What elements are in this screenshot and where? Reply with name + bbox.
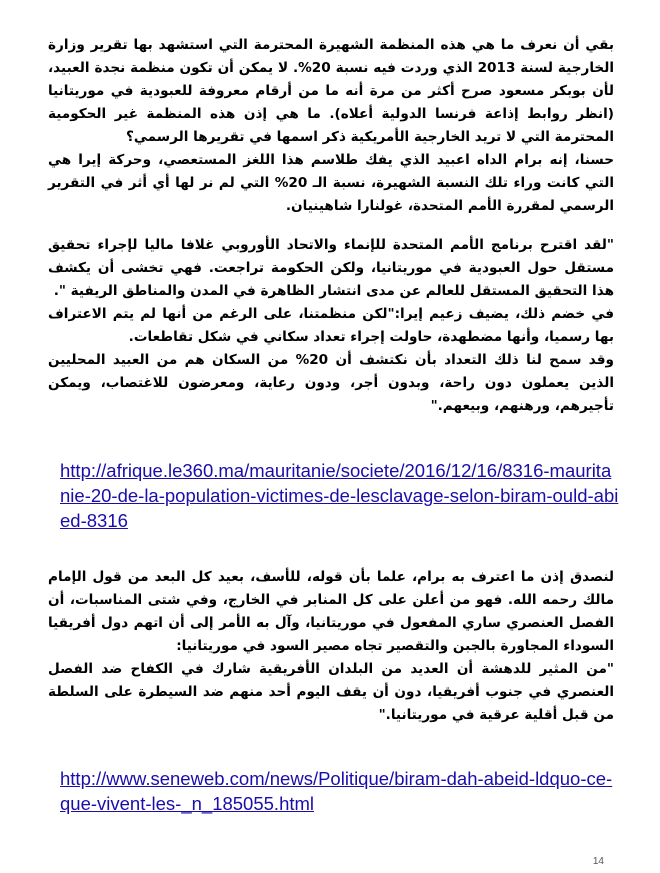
paragraph-1-part-1: بقي أن نعرف ما هي هذه المنظمة الشهيرة المحترمة التي استشهد بها تقرير وزارة الخارجية لسنة 2013 الذي وردت فيه نسبة 20%. لا يمكن أن تكون منظمة نجدة العبيد، لأن بوبكر مسعود صرح أكثر من مرة أنه ما من أرقام معروفة للعبودية في موريتانيا (انظر روابط إذاعة فرنسا الدولية أعلاه). ما هي إذن هذه المنظمة غير الحكومية المحترمة التي لا تريد الخارجية الأمريكية ذكر اسمها في تقريرها الرسمي؟ [48, 37, 614, 145]
page-number: 14 [592, 856, 604, 867]
paragraph-1 [48, 34, 614, 218]
paragraph-2 [48, 566, 614, 727]
source-link-2[interactable]: http://www.seneweb.com/news/Politique/biram-dah-abeid-ldquo-ce-que-vivent-les-_n_185055.html [60, 768, 613, 814]
quote-1-part-2: في خضم ذلك، يضيف زعيم إيرا:"لكن منظمتنا، على الرغم من أنها لم يتم الاعتراف بها رسميا، وأنها مضطهدة، حاولت إجراء تعداد سكاني في شكل تقاطعات. [48, 306, 614, 345]
quote-1 [48, 234, 614, 418]
quote-1-part-1: "لقد اقترح برنامج الأمم المتحدة للإنماء والاتحاد الأوروبي غلافا ماليا لإجراء تحقيق مستقل حول العبودية في موريتانيا، ولكن الحكومة تراجعت. فهي تخشى أن يكشف هذا التحقيق المستقل للعالم عن مدى انتشار الظاهرة في المدن والمناطق الريفية ". [48, 237, 614, 299]
paragraph-2-part-2: "من المثير للدهشة أن العديد من البلدان الأفريقية شارك في الكفاح ضد الفصل العنصري في جنوب أفريقيا، دون أن يقف اليوم أحد منهم ضد السيطرة على السلطة من قبل أقلية عرقية في موريتانيا." [48, 661, 614, 723]
source-link-1[interactable]: http://afrique.le360.ma/mauritanie/societe/2016/12/16/8316-mauritanie-20-de-la-population-victimes-de-lesclavage-selon-biram-ould-abied-8316 [60, 460, 619, 531]
paragraph-1-part-2: حسنا، إنه برام الداه اعبيد الذي يفك طلاسم هذا اللغز المستعصي، وحركة إيرا هي التي كانت وراء تلك النسبة الشهيرة، نسبة الـ 20% التي لم نر لها أي أثر في التقرير الرسمي لمقررة الأمم المتحدة، غولنارا شاهينيان. [48, 152, 614, 214]
paragraph-2-part-1: لنصدق إذن ما اعترف به برام، علما بأن قوله، للأسف، بعيد كل البعد من قول الإمام مالك رحمه الله. فهو من أعلن على كل المنابر في الخارج، وفي شتى المناسبات، أن الفصل العنصري ساري المفعول في موريتانيا، وآل به الأمر إلى أن اتهم دول أفريقيا السوداء المجاورة بالجبن والتقصير تجاه مصير السود في موريتانيا: [48, 569, 614, 654]
quote-1-part-3: وقد سمح لنا ذلك التعداد بأن نكتشف أن 20% من السكان هم من العبيد المحليين الذين يعملون دون راحة، وبدون أجر، ودون رعاية، ومعرضون للاغتصاب، ويمكن تأجيرهم، ورهنهم، وبيعهم." [48, 352, 614, 414]
